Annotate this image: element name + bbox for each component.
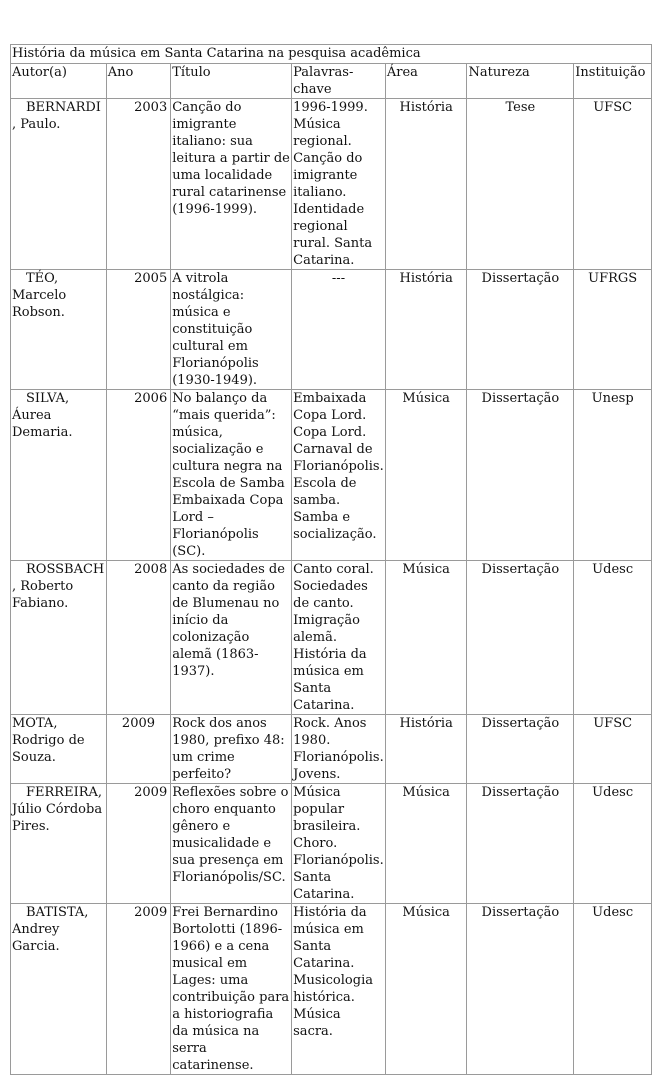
cell-area: Música — [385, 561, 467, 715]
table-header-row — [11, 64, 652, 99]
cell-autor: BERNARDI, Paulo. — [11, 99, 107, 270]
cell-natureza: Dissertação — [467, 904, 574, 1075]
cell-palavras-chave: Rock. Anos 1980. Florianópolis. Jovens. — [293, 716, 384, 782]
cell-autor: MOTA, Rodrigo de Souza. — [11, 715, 107, 784]
cell-titulo: No balanço da “mais querida”: música, socialização e cultura negra na Escola de Samba Embaixada Copa Lord – Florianópolis (SC). — [171, 390, 292, 561]
header-area: Área — [385, 64, 467, 99]
cell-area: Música — [385, 390, 467, 561]
cell-palavras-chave: 1996-1999. Música regional. Canção do imigrante italiano. Identidade regional rural. Santa Catarina. — [292, 99, 386, 270]
cell-autor: SILVA, Áurea Demaria. — [11, 390, 107, 561]
cell-ano: 2008 — [106, 561, 170, 715]
header-ano: Ano — [106, 64, 170, 99]
header-natureza: Natureza — [467, 64, 574, 99]
cell-autor: TÉO, Marcelo Robson. — [11, 270, 107, 390]
table-row — [11, 715, 652, 784]
cell-natureza: Dissertação — [467, 715, 574, 784]
cell-ano: 2005 — [106, 270, 170, 390]
cell-palavras-chave: Música popular brasileira. Choro. Florianópolis. Santa Catarina. — [293, 785, 384, 902]
cell-instituicao: UFSC — [574, 715, 652, 784]
table-row — [11, 270, 652, 390]
table-row — [11, 784, 652, 904]
cell-instituicao: Unesp — [574, 390, 652, 561]
cell-natureza: Dissertação — [467, 784, 574, 904]
cell-autor: BATISTA, Andrey Garcia. — [11, 904, 107, 1075]
table-caption: História da música em Santa Catarina na pesquisa acadêmica — [11, 45, 652, 64]
cell-area: Música — [385, 784, 467, 904]
cell-instituicao: Udesc — [574, 784, 652, 904]
header-instituicao: Instituição — [574, 64, 652, 99]
cell-instituicao: UFRGS — [574, 270, 652, 390]
cell-autor: ROSSBACH, Roberto Fabiano. — [11, 561, 107, 715]
cell-titulo: Canção do imigrante italiano: sua leitura a partir de uma localidade rural catarinense (1996-1999). — [171, 99, 292, 270]
cell-area: História — [385, 270, 467, 390]
header-titulo: Título — [171, 64, 292, 99]
cell-area: Música — [385, 904, 467, 1075]
cell-autor: FERREIRA, Júlio Córdoba Pires. — [11, 784, 107, 904]
cell-instituicao: Udesc — [574, 904, 652, 1075]
cell-ano: 2009 — [106, 784, 170, 904]
cell-area: História — [385, 715, 467, 784]
cell-palavras-chave: História da música em Santa Catarina. Musicologia histórica. Música sacra. — [292, 904, 386, 1075]
cell-area: História — [385, 99, 467, 270]
table-row — [11, 390, 652, 561]
cell-instituicao: UFSC — [574, 99, 652, 270]
cell-natureza: Dissertação — [467, 390, 574, 561]
table-row — [11, 99, 652, 270]
cell-titulo: Rock dos anos 1980, prefixo 48: um crime perfeito? — [171, 715, 292, 784]
research-table — [10, 44, 652, 1075]
cell-natureza: Dissertação — [467, 561, 574, 715]
cell-palavras-chave: Canto coral. Sociedades de canto. Imigração alemã. História da música em Santa Catarina. — [292, 561, 386, 715]
cell-ano: 2003 — [106, 99, 170, 270]
cell-palavras-chave: Embaixada Copa Lord. Copa Lord. Carnaval de Florianópolis. Escola de samba. Samba e socialização. — [292, 390, 386, 561]
cell-ano: 2006 — [106, 390, 170, 561]
table-row — [11, 904, 652, 1075]
table-caption-row — [11, 45, 652, 64]
cell-titulo: Reflexões sobre o choro enquanto gênero e musicalidade e sua presença em Florianópolis/SC. — [171, 784, 292, 904]
cell-titulo: A vitrola nostálgica: música e constituição cultural em Florianópolis (1930-1949). — [171, 270, 292, 390]
cell-instituicao: Udesc — [574, 561, 652, 715]
cell-titulo: As sociedades de canto da região de Blumenau no início da colonização alemã (1863-1937). — [171, 561, 292, 715]
cell-natureza: Tese — [467, 99, 574, 270]
header-palavras-chave: Palavras-chave — [292, 64, 386, 99]
cell-ano: 2009 — [106, 904, 170, 1075]
cell-ano: 2009 — [106, 715, 170, 784]
table-row — [11, 561, 652, 715]
cell-natureza: Dissertação — [467, 270, 574, 390]
header-autor: Autor(a) — [11, 64, 107, 99]
cell-palavras-chave: --- — [292, 270, 386, 390]
cell-titulo: Frei Bernardino Bortolotti (1896-1966) e a cena musical em Lages: uma contribuição para a historiografia da música na serra catarinense. — [171, 904, 292, 1075]
